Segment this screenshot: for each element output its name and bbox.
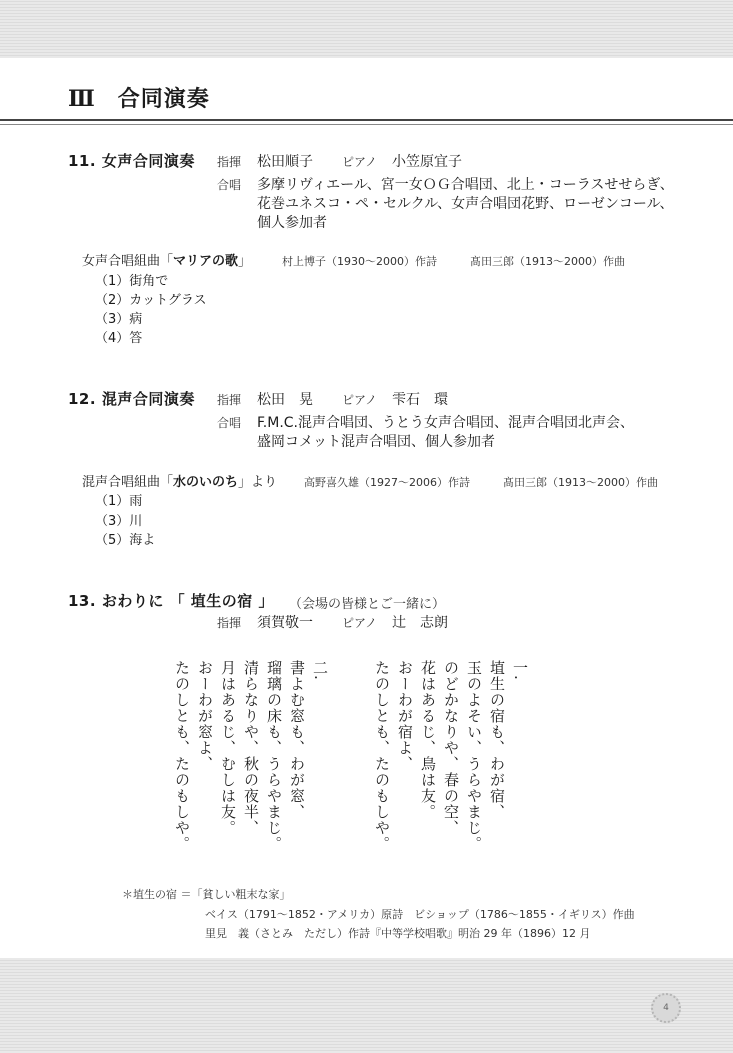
item11-choir-label: 合唱 bbox=[217, 178, 242, 192]
item12-lyricist: 高野喜久雄（1927～2006）作詩 bbox=[304, 476, 470, 489]
item12-conductor: 松田 晃 bbox=[257, 392, 313, 408]
item11-title: 女声合同演奏 bbox=[101, 152, 195, 170]
item11-movement: （3）病 bbox=[95, 312, 143, 327]
item12-heading bbox=[68, 388, 195, 409]
item12-choir-label: 合唱 bbox=[217, 416, 242, 430]
section-title bbox=[68, 82, 210, 113]
item12-movement: （5）海よ bbox=[95, 533, 156, 548]
item12-piano-label: ピアノ bbox=[342, 393, 378, 407]
lyric-line: 埴生の宿も、わが宿、 bbox=[488, 660, 506, 820]
item13-title: おわりに bbox=[101, 592, 164, 610]
item11-composer: 髙田三郎（1913～2000）作曲 bbox=[470, 255, 625, 268]
lyric-line: 書よむ窓も、わが窓、 bbox=[288, 660, 306, 820]
item12-number: 12. bbox=[68, 390, 97, 408]
lyric-line: 清らなりや、秋の夜半、 bbox=[242, 660, 260, 836]
section-rule-thin bbox=[0, 124, 733, 125]
item13-conductor-label: 指揮 bbox=[217, 616, 242, 630]
lyric-line: 花はあるじ、鳥は友。 bbox=[419, 660, 437, 820]
item13-number: 13. bbox=[68, 592, 97, 610]
footnote-definition: ＊埴生の宿 ＝「貧しい粗末な家」 bbox=[122, 888, 291, 901]
item11-lyricist: 村上博子（1930～2000）作詩 bbox=[282, 255, 437, 268]
lyric-line: 月はあるじ、むしは友。 bbox=[219, 660, 237, 836]
lyric-line: 瑠璃の床も、うらやまじ。 bbox=[265, 660, 283, 852]
item12-choir-line: 盛岡コメット混声合唱団、個人参加者 bbox=[257, 434, 495, 450]
item11-work-prefix: 女声合唱組曲「 bbox=[82, 254, 174, 269]
item11-choir-line: 多摩リヴィエール、宮一女ＯＧ合唱団、北上・コーラスせせらぎ、 bbox=[257, 177, 674, 193]
item12-work bbox=[82, 471, 277, 490]
item11-conductor: 松田順子 bbox=[257, 154, 313, 170]
section-rule bbox=[0, 119, 733, 121]
item11-choir-line: 花巻ユネスコ・ペ・セルクル、女声合唱団花野、ローゼンコール、 bbox=[257, 196, 674, 212]
item13-pianist: 辻 志朗 bbox=[392, 615, 448, 631]
item12-conductor-label: 指揮 bbox=[217, 393, 242, 407]
footnote-lyricist: 里見 義（さとみ ただし）作詩『中等学校唱歌』明治 29 年（1896）12 月 bbox=[205, 927, 591, 940]
lyric-line: おーわが宿よ、 bbox=[396, 660, 414, 772]
header-band bbox=[0, 0, 733, 58]
item11-conductor-label: 指揮 bbox=[217, 155, 242, 169]
item12-pianist: 雫石 環 bbox=[392, 392, 448, 408]
item13-piano-label: ピアノ bbox=[342, 616, 378, 630]
page-number: 4 bbox=[663, 1003, 669, 1013]
page-number-badge bbox=[651, 993, 681, 1023]
item12-choir-line: F.M.C.混声合唱団、うとう女声合唱団、混声合唱団北声会、 bbox=[257, 415, 635, 431]
item12-title: 混声合同演奏 bbox=[101, 390, 195, 408]
item11-work-suffix: 」 bbox=[238, 254, 252, 269]
item11-piano-label: ピアノ bbox=[342, 155, 378, 169]
lyric-line: 玉のよそい、うらやまじ。 bbox=[465, 660, 483, 852]
item11-movement: （4）答 bbox=[95, 331, 143, 346]
lyric-line: たのしとも、たのもしや。 bbox=[373, 660, 391, 852]
footer-band bbox=[0, 958, 733, 1053]
item11-number: 11. bbox=[68, 152, 97, 170]
item12-work-title: 水のいのち bbox=[173, 475, 239, 490]
item12-movement: （1）雨 bbox=[95, 494, 143, 509]
item12-work-prefix: 混声合唱組曲「 bbox=[82, 475, 174, 490]
verse1-number: 一. bbox=[511, 660, 529, 680]
item11-work bbox=[82, 250, 251, 269]
item11-heading bbox=[68, 150, 195, 171]
section-numeral: Ⅲ bbox=[68, 86, 96, 112]
item13-song: 「 埴生の宿 」 bbox=[169, 592, 275, 610]
lyrics-verse2 bbox=[170, 660, 331, 860]
item11-work-title: マリアの歌 bbox=[173, 254, 239, 269]
section-title-text: 合同演奏 bbox=[117, 87, 210, 112]
item12-composer: 髙田三郎（1913～2000）作曲 bbox=[503, 476, 658, 489]
item11-pianist: 小笠原宜子 bbox=[392, 154, 462, 170]
item11-movement: （2）カットグラス bbox=[95, 293, 207, 308]
item12-movement: （3）川 bbox=[95, 514, 143, 529]
item12-work-suffix: 」より bbox=[238, 475, 278, 490]
verse2-number: 二. bbox=[311, 660, 329, 680]
item13-conductor: 須賀敬一 bbox=[257, 615, 313, 631]
item13-heading bbox=[68, 590, 274, 611]
item11-movement: （1）街角で bbox=[95, 274, 169, 289]
item13-note: （会場の皆様とご一緒に） bbox=[289, 597, 446, 612]
footnote-credits: ベイス（1791～1852・アメリカ）原詩 ビショップ（1786～1855・イギリス）作曲 bbox=[205, 908, 635, 921]
lyric-line: おーわが窓よ、 bbox=[196, 660, 214, 772]
item11-choir-line: 個人参加者 bbox=[257, 215, 327, 231]
lyrics-verse1 bbox=[370, 660, 531, 860]
lyric-line: のどかなりや、春の空、 bbox=[442, 660, 460, 836]
lyric-line: たのしとも、たのもしや。 bbox=[173, 660, 191, 852]
